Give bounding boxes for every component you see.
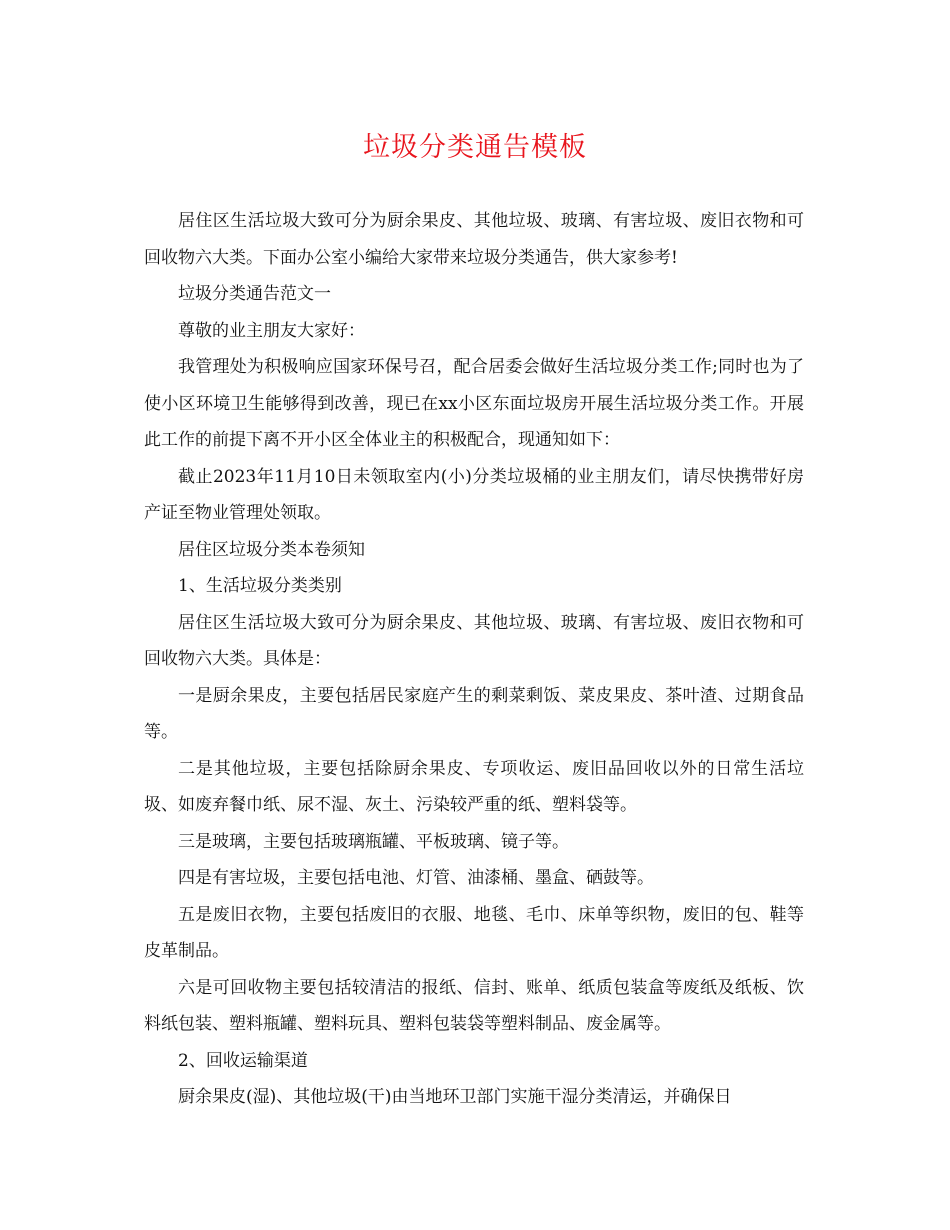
notice-paragraph: 我管理处为积极响应国家环保号召，配合居委会做好生活垃圾分类工作;同时也为了使小区环境卫生能够得到改善，现已在xx小区东面垃圾房开展生活垃圾分类工作。开展此工作的前提下离不开小区全体业主的积极配合，现通知如下： [144,357,804,450]
category-item: 四是有害垃圾，主要包括电池、灯管、油漆桶、墨盒、硒鼓等。 [178,868,654,888]
sample-heading: 垃圾分类通告范文一 [178,284,331,304]
salutation: 尊敬的业主朋友大家好： [178,320,365,341]
transport-paragraph: 厨余果皮(湿)、其他垃圾(干)由当地环卫部门实施干湿分类清运，并确保日 [178,1087,732,1107]
categories-paragraph: 居住区生活垃圾大致可分为厨余果皮、其他垃圾、玻璃、有害垃圾、废旧衣物和可回收物六大类。具体是： [144,612,804,669]
deadline-paragraph: 截止2023年11月10日未领取室内(小)分类垃圾桶的业主朋友们，请尽快携带好房产证至物业管理处领取。 [144,466,804,523]
subsection-heading-transport: 2、回收运输渠道 [178,1050,308,1071]
category-item: 三是玻璃，主要包括玻璃瓶罐、平板玻璃、镜子等。 [178,831,569,852]
intro-paragraph: 居住区生活垃圾大致可分为厨余果皮、其他垃圾、玻璃、有害垃圾、废旧衣物和可回收物六大类。下面办公室小编给大家带来垃圾分类通告，供大家参考! [144,211,804,268]
category-item: 五是废旧衣物，主要包括废旧的衣服、地毯、毛巾、床单等织物，废旧的包、鞋等皮革制品。 [144,904,804,961]
document-body [144,203,804,1116]
category-item: 一是厨余果皮，主要包括居民家庭产生的剩菜剩饭、菜皮果皮、茶叶渣、过期食品等。 [144,685,804,742]
category-item: 二是其他垃圾，主要包括除厨余果皮、专项收运、废旧品回收以外的日常生活垃圾、如废弃餐巾纸、尿不湿、灰土、污染较严重的纸、塑料袋等。 [144,758,804,815]
section-heading: 居住区垃圾分类本卷须知 [178,539,365,560]
category-item: 六是可回收物主要包括较清洁的报纸、信封、账单、纸质包装盒等废纸及纸板、饮料纸包装、塑料瓶罐、塑料玩具、塑料包装袋等塑料制品、废金属等。 [144,977,804,1034]
subsection-heading-categories: 1、生活垃圾分类类别 [178,576,342,596]
document-title: 垃圾分类通告模板 [363,132,587,163]
